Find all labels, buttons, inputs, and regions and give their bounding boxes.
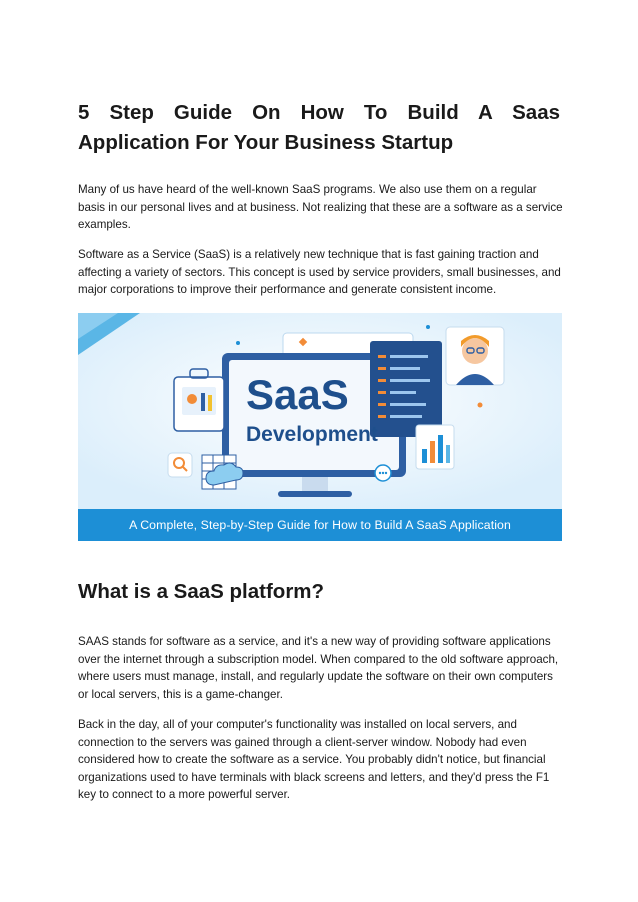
toolbox-icon xyxy=(174,369,224,431)
intro-paragraph-1: Many of us have heard of the well-known SaaS programs. We also use them on a regular basis in our personal lives and at business. Not realizing that these are a software as a service examples. xyxy=(78,183,563,231)
saas-heading-graphic: SaaS xyxy=(246,371,349,418)
section-heading: What is a SaaS platform? xyxy=(78,580,325,603)
hero-illustration xyxy=(78,313,562,509)
bar-chart-icon xyxy=(416,425,454,469)
intro-paragraph-2: Software as a Service (SaaS) is a relatively new technique that is fast gaining traction and affecting a variety of sectors. This concept is used by service providers, small businesses, and major corporations to improve their performance and generate consistent income. xyxy=(78,248,561,296)
development-heading-graphic: Development xyxy=(246,423,378,446)
document-title: 5 Step Guide On How To Build A Saas Application For Your Business Startup xyxy=(78,101,560,154)
section-paragraph-1: SAAS stands for software as a service, and it's a new way of providing software applications over the internet through a subscription model. When compared to the old software approach, where users must manage, install, and regularly update the software on their own computers or local servers, this is a game-changer. xyxy=(78,635,559,701)
hero-image xyxy=(78,313,562,541)
hero-caption: A Complete, Step-by-Step Guide for How to Build A SaaS Application xyxy=(78,509,562,541)
chat-icon xyxy=(375,465,391,481)
section-paragraph-2: Back in the day, all of your computer's functionality was installed on local servers, and connection to the servers was gained through a client-server window. Nobody had even considered how to create the software as a service. You probably didn't notice, but financial organizations used to have terminals with black screens and letters, and they'd press the F1 key to connect to a more powerful server. xyxy=(78,718,550,801)
search-icon xyxy=(168,453,192,477)
developer-avatar-icon xyxy=(446,327,504,385)
code-window-icon xyxy=(370,341,442,437)
